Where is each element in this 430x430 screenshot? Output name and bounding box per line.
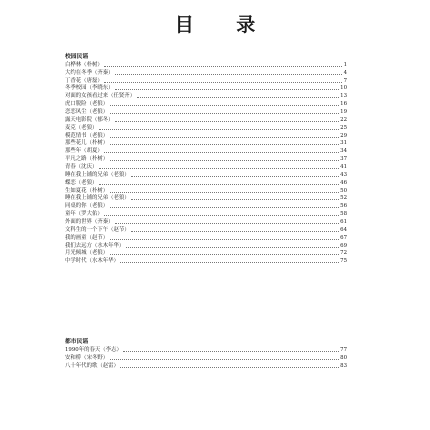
entry-title: 文科生的一个下午（赵节） [65, 226, 130, 233]
toc-entry [65, 234, 347, 242]
dot-leader [110, 358, 339, 360]
dot-leader [120, 261, 338, 263]
entry-page-number: 19 [340, 109, 347, 116]
entry-title: 虎口脱险（老狼） [65, 101, 109, 108]
entry-title: 青春（沈庆） [65, 164, 98, 171]
toc-entry [65, 179, 347, 187]
dot-leader [110, 206, 339, 208]
entry-page-number: 58 [340, 211, 347, 218]
dot-leader [131, 230, 338, 232]
toc-entry [65, 171, 347, 179]
dot-leader [110, 238, 339, 240]
dot-leader [115, 120, 339, 122]
dot-leader [123, 350, 338, 352]
entry-page-number: 10 [340, 85, 347, 92]
entry-page-number: 31 [340, 140, 347, 147]
entry-title: 外面的世界（齐秦） [65, 219, 114, 226]
entry-page-number: 61 [340, 219, 347, 226]
dot-leader [110, 136, 339, 138]
entry-page-number: 43 [340, 171, 347, 178]
entry-title: 童年（罗大佑） [65, 211, 103, 218]
toc-entry [65, 124, 347, 132]
section-urban-ballads [65, 338, 347, 370]
dot-leader [126, 246, 339, 248]
dot-leader [110, 112, 339, 114]
entry-title: 麦克（老狼） [65, 124, 98, 131]
entry-page-number: 34 [340, 148, 347, 155]
toc-entry [65, 187, 347, 195]
toc-entry [65, 202, 347, 210]
dot-leader [99, 167, 339, 169]
entry-page-number: 41 [340, 164, 347, 171]
entry-page-number: 4 [343, 69, 347, 76]
toc-entry [65, 210, 347, 218]
entry-page-number: 80 [340, 354, 347, 361]
entry-title: 1990年的春天（李志） [65, 346, 122, 353]
toc-entry [65, 257, 347, 265]
entry-title: 那些花儿（朴树） [65, 140, 109, 147]
entry-page-number: 37 [340, 156, 347, 163]
entry-page-number: 75 [340, 258, 347, 265]
entry-title: 睡在我上铺的兄弟（老狼） [65, 171, 130, 178]
entry-title: 平凡之路（朴树） [65, 156, 109, 163]
entry-title: 那些年（胡夏） [65, 148, 103, 155]
entry-page-number: 50 [340, 187, 347, 194]
entry-title: 生如夏花（朴树） [65, 187, 109, 194]
entry-page-number: 72 [340, 250, 347, 257]
entry-page-number: 16 [340, 101, 347, 108]
entry-title: 对面的女孩看过来（任贤齐） [65, 93, 136, 100]
dot-leader [110, 143, 339, 145]
toc-entry [65, 100, 347, 108]
toc-entry [65, 92, 347, 100]
entry-page-number: 46 [340, 179, 347, 186]
toc-entry [65, 155, 347, 163]
entry-page-number: 1 [343, 61, 347, 68]
toc-entry [65, 132, 347, 140]
toc-entry [65, 163, 347, 171]
dot-leader [131, 175, 338, 177]
entry-page-number: 77 [340, 346, 347, 353]
entry-title: 安和桥（宋冬野） [65, 354, 109, 361]
toc-entry [65, 108, 347, 116]
section-campus-ballads [65, 53, 347, 265]
dot-leader [104, 151, 338, 153]
entry-title: 丁香花（唐磊） [65, 77, 103, 84]
toc-entry [65, 69, 347, 77]
toc-entry [65, 116, 347, 124]
entry-page-number: 13 [340, 93, 347, 100]
entry-page-number: 52 [340, 195, 347, 202]
entry-title: 模范情书（老狼） [65, 132, 109, 139]
toc-entry [65, 195, 347, 203]
section-heading: 都市民谣 [65, 339, 89, 345]
dot-leader [115, 88, 339, 90]
entry-page-number: 25 [340, 124, 347, 131]
entry-title: 大约在冬季（齐秦） [65, 69, 114, 76]
entry-title: 露天电影院（郁冬） [65, 116, 114, 123]
toc-entry [65, 242, 347, 250]
toc-entry [65, 346, 347, 354]
entry-page-number: 7 [343, 77, 347, 84]
dot-leader [131, 198, 338, 200]
dot-leader [137, 96, 339, 98]
entry-title: 八十年代的歌（赵雷） [65, 362, 119, 369]
dot-leader [110, 159, 339, 161]
toc-entry [65, 250, 347, 258]
toc-entry [65, 147, 347, 155]
dot-leader [99, 183, 339, 185]
entry-page-number: 56 [340, 203, 347, 210]
dot-leader [115, 73, 342, 75]
entry-title: 同桌的你（老狼） [65, 203, 109, 210]
toc-entry [65, 226, 347, 234]
dot-leader [104, 65, 342, 67]
entry-page-number: 22 [340, 116, 347, 123]
dot-leader [110, 191, 339, 193]
entry-title: 冬季校园（李晓东） [65, 85, 114, 92]
dot-leader [110, 253, 339, 255]
entry-title: 蝶恋（老狼） [65, 179, 98, 186]
toc-entry [65, 362, 347, 370]
entry-page-number: 69 [340, 242, 347, 249]
entry-title: 恋恋风尘（老狼） [65, 109, 109, 116]
entry-title: 睡在我上铺的兄弟（老狼） [65, 195, 130, 202]
entry-page-number: 67 [340, 234, 347, 241]
dot-leader [99, 128, 339, 130]
entry-page-number: 29 [340, 132, 347, 139]
toc-entry [65, 354, 347, 362]
dot-leader [120, 366, 338, 368]
entry-title: 月光倾城（老狼） [65, 250, 109, 257]
section-heading: 校园民谣 [65, 54, 89, 60]
toc-entry [65, 218, 347, 226]
entry-page-number: 83 [340, 362, 347, 369]
toc-entry [65, 85, 347, 93]
dot-leader [104, 214, 338, 216]
entry-title: 中学时代（水木年华） [65, 258, 119, 265]
entry-title: 白桦林（朴树） [65, 61, 103, 68]
entry-title: 我的画童（赵节） [65, 234, 109, 241]
toc-entry [65, 61, 347, 69]
toc-entry [65, 140, 347, 148]
dot-leader [115, 222, 339, 224]
dot-leader [104, 81, 342, 83]
dot-leader [110, 104, 339, 106]
page-title: 目 录 [174, 14, 274, 36]
entry-page-number: 64 [340, 226, 347, 233]
entry-title: 我们去远方（水木年华） [65, 242, 125, 249]
toc-entry [65, 77, 347, 85]
